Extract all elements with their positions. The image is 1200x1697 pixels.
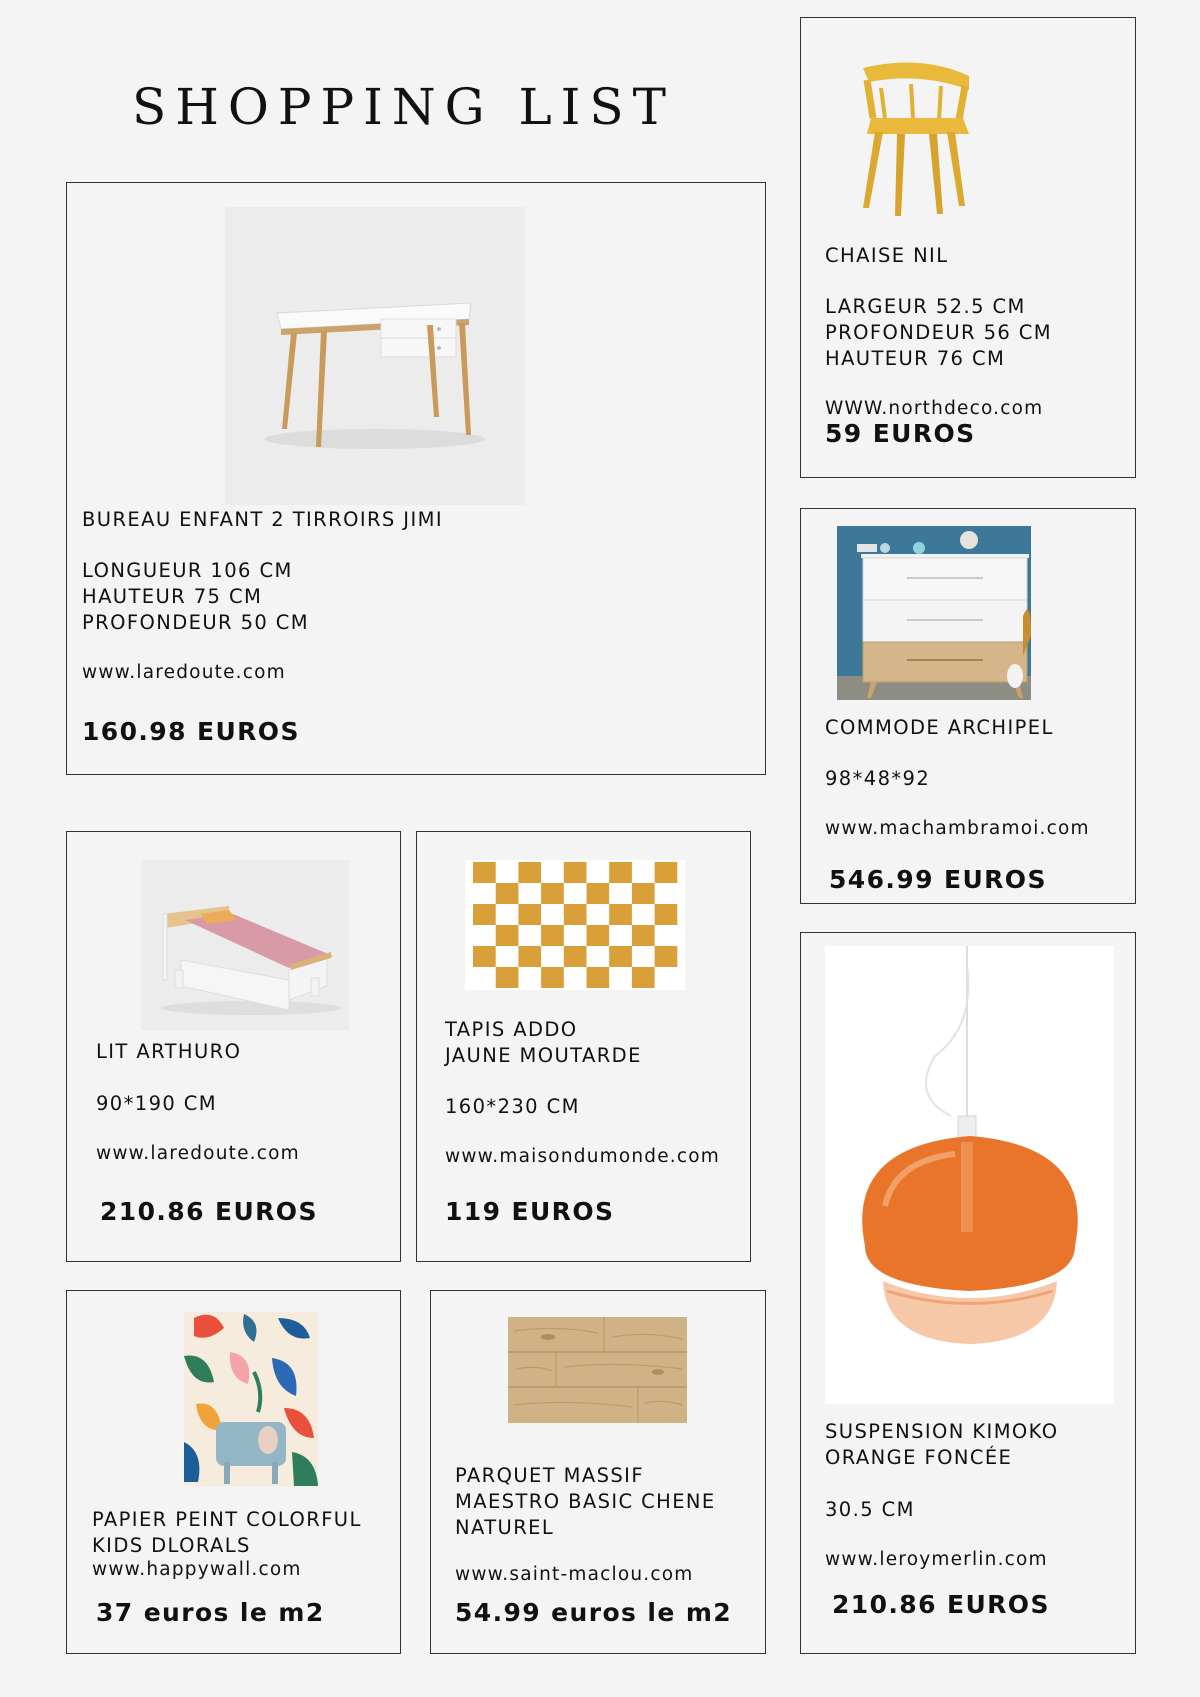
pendant-lamp-image <box>825 946 1114 1404</box>
parquet-image <box>508 1317 687 1423</box>
chair-image <box>851 58 981 233</box>
product-name-line: JAUNE MOUTARDE <box>445 1044 642 1067</box>
product-dimensions: 30.5 CM <box>825 1498 915 1521</box>
wallpaper-image <box>184 1312 318 1486</box>
rug-check <box>541 883 564 904</box>
dimension-height: HAUTEUR 76 CM <box>825 347 1006 370</box>
dimension-depth: PROFONDEUR 50 CM <box>82 611 310 634</box>
product-name: COMMODE ARCHIPEL <box>825 716 1054 739</box>
rug-check <box>518 904 541 925</box>
product-card-tapis <box>416 831 751 1262</box>
product-price: 210.86 EUROS <box>100 1197 318 1226</box>
product-dimensions: 90*190 CM <box>96 1092 218 1115</box>
rug-check <box>541 967 564 988</box>
rug-check <box>473 904 496 925</box>
product-price: 59 EUROS <box>825 419 976 448</box>
rug-check <box>609 904 632 925</box>
product-card-suspension <box>800 932 1136 1654</box>
product-dimensions <box>825 294 1052 372</box>
rug-check <box>496 967 519 988</box>
dimension-width: LARGEUR 52.5 CM <box>825 295 1026 318</box>
rug-check <box>496 925 519 946</box>
product-name-line: PAPIER PEINT COLORFUL <box>92 1508 362 1531</box>
product-name-line: PARQUET MASSIF <box>455 1464 644 1487</box>
product-price: 210.86 EUROS <box>832 1590 1050 1619</box>
product-url[interactable]: www.happywall.com <box>92 1559 302 1580</box>
rug-check <box>609 862 632 883</box>
product-name <box>455 1463 716 1541</box>
product-price: 119 EUROS <box>445 1197 615 1226</box>
product-url[interactable]: www.saint-maclou.com <box>455 1564 694 1585</box>
product-url[interactable]: WWW.northdeco.com <box>825 398 1044 419</box>
rug-check <box>655 946 678 967</box>
rug-check <box>564 862 587 883</box>
product-name-line: KIDS DLORALS <box>92 1534 251 1557</box>
desk-image <box>225 207 525 505</box>
dimension-depth: PROFONDEUR 56 CM <box>825 321 1053 344</box>
rug-check <box>496 883 519 904</box>
product-name: CHAISE NIL <box>825 244 949 267</box>
product-name-line: SUSPENSION KIMOKO <box>825 1420 1059 1443</box>
product-price: 546.99 EUROS <box>829 865 1047 894</box>
product-card-lit <box>66 831 401 1262</box>
rug-check <box>632 967 655 988</box>
rug-check <box>518 862 541 883</box>
rug-check <box>473 862 496 883</box>
product-card-commode <box>800 508 1136 904</box>
product-name-line: NATUREL <box>455 1516 555 1539</box>
product-price: 160.98 EUROS <box>82 717 300 746</box>
product-price: 54.99 euros le m2 <box>455 1598 733 1627</box>
product-dimensions: 160*230 CM <box>445 1095 580 1118</box>
product-url[interactable]: www.leroymerlin.com <box>825 1549 1048 1570</box>
rug-check <box>564 946 587 967</box>
product-name-line: MAESTRO BASIC CHENE <box>455 1490 716 1513</box>
product-price: 37 euros le m2 <box>96 1598 325 1627</box>
rug-check <box>587 883 610 904</box>
product-url[interactable]: www.laredoute.com <box>96 1143 300 1164</box>
product-url[interactable]: www.maisondumonde.com <box>445 1146 721 1167</box>
product-name <box>445 1017 642 1069</box>
rug-check <box>564 904 587 925</box>
rug-check <box>609 946 632 967</box>
rug-check <box>518 946 541 967</box>
product-dimensions: 98*48*92 <box>825 767 931 790</box>
product-name <box>825 1419 1059 1471</box>
rug-check <box>587 967 610 988</box>
product-card-papier-peint <box>66 1290 401 1654</box>
product-name-line: TAPIS ADDO <box>445 1018 578 1041</box>
rug-check <box>587 925 610 946</box>
product-name: BUREAU ENFANT 2 TIRROIRS JIMI <box>82 508 443 531</box>
product-name-line: ORANGE FONCÉE <box>825 1446 1013 1469</box>
product-url[interactable]: www.machambramoi.com <box>825 818 1090 839</box>
product-name: LIT ARTHURO <box>96 1040 242 1063</box>
product-card-bureau <box>66 182 766 775</box>
rug-check <box>655 904 678 925</box>
page-title: SHOPPING LIST <box>132 78 676 136</box>
rug-check <box>632 883 655 904</box>
dimension-height: HAUTEUR 75 CM <box>82 585 263 608</box>
bed-image <box>141 860 349 1030</box>
product-card-parquet <box>430 1290 766 1654</box>
rug-check <box>655 862 678 883</box>
rug-check <box>632 925 655 946</box>
dresser-image <box>837 526 1031 700</box>
product-name <box>92 1507 362 1559</box>
rug-check <box>473 946 496 967</box>
dimension-length: LONGUEUR 106 CM <box>82 559 293 582</box>
product-url[interactable]: www.laredoute.com <box>82 662 286 683</box>
rug-check <box>541 925 564 946</box>
product-dimensions <box>82 558 309 636</box>
rug-image <box>465 860 685 990</box>
product-card-chaise <box>800 17 1136 478</box>
